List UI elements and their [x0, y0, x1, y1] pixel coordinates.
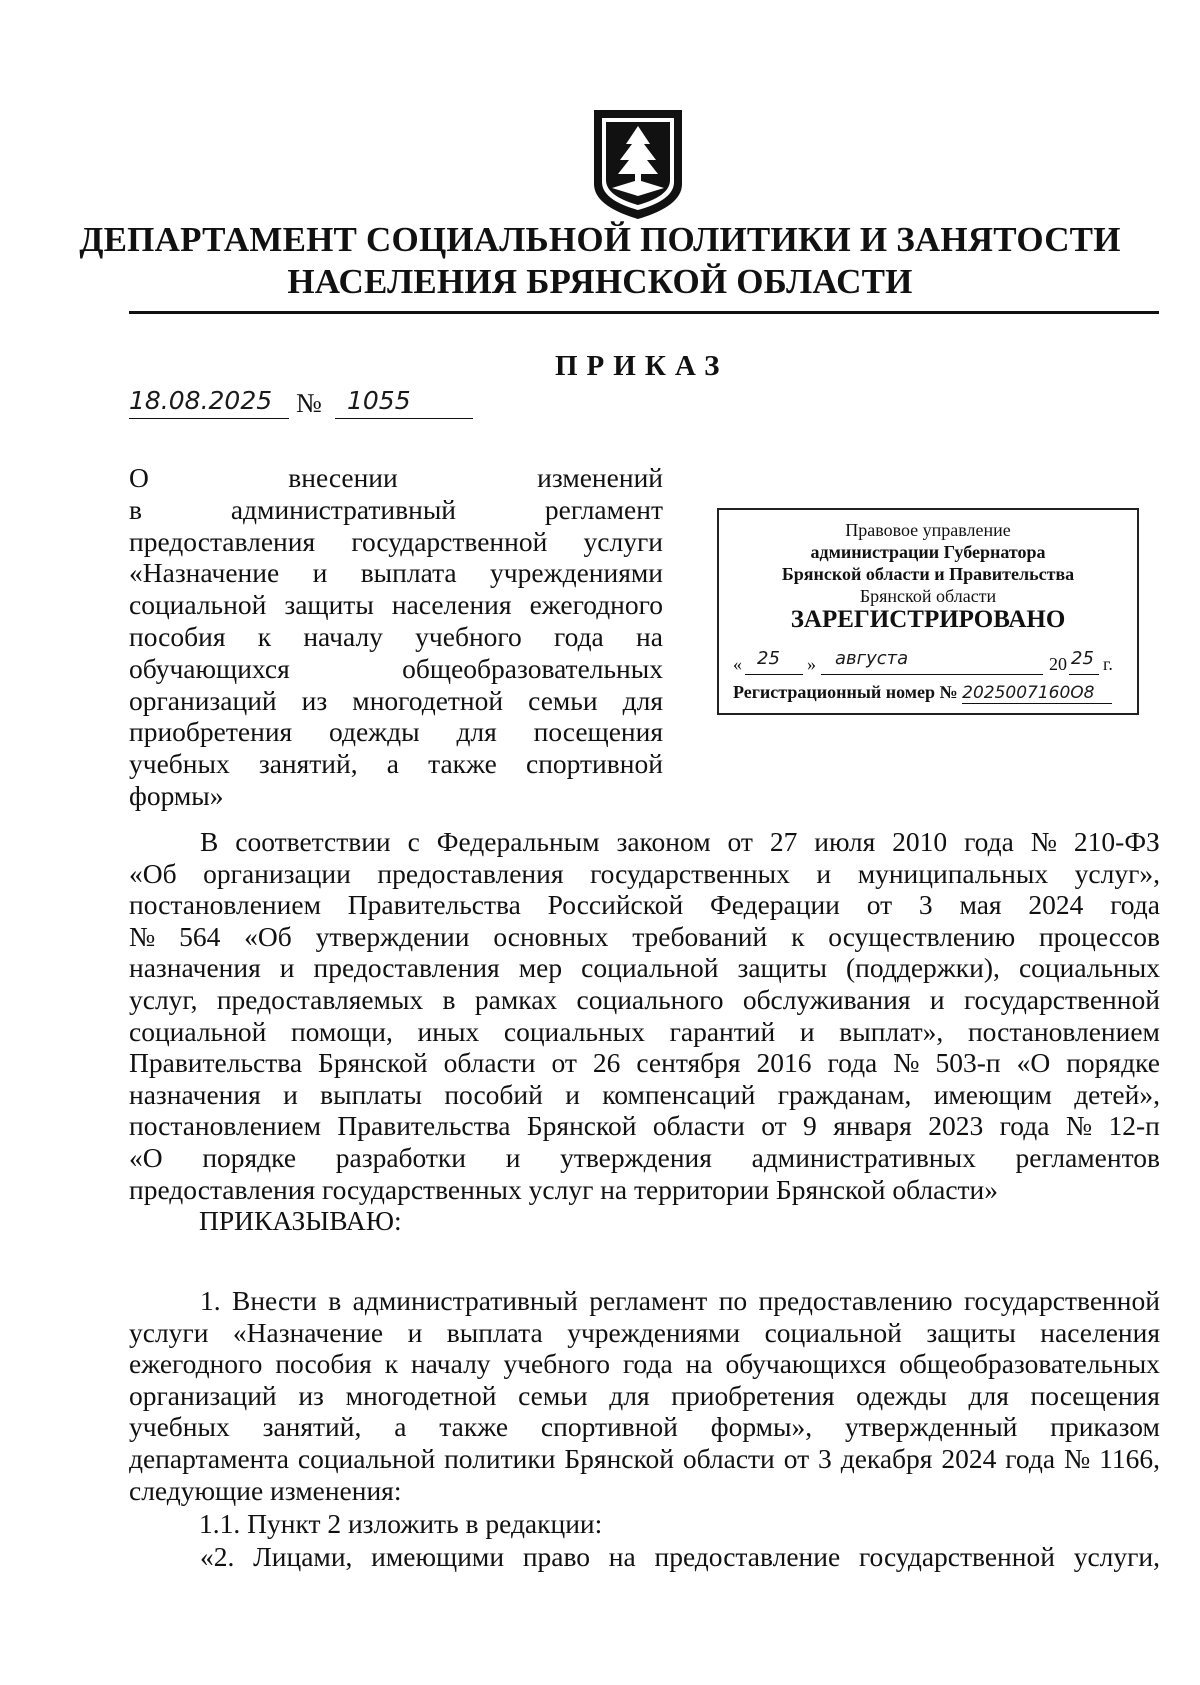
text-line: услуг, предоставляемых в рамках социального обслуживания и государственной: [129, 983, 1160, 1015]
text-line: Правительства Брянской области от 26 сентября 2016 года № 503-п «О порядке: [129, 1047, 1160, 1079]
stamp-line-4: Брянской области: [859, 586, 997, 606]
item-1-paragraph: [129, 1285, 1160, 1506]
subject-word: услуги: [583, 525, 663, 557]
subject-line: [129, 621, 663, 653]
subject-word: пособия: [129, 620, 226, 652]
subject-word: государственной: [351, 525, 548, 557]
registration-stamp: [717, 508, 1139, 715]
stamp-year-field: [1069, 648, 1099, 675]
subject-word: началу: [303, 620, 383, 652]
text-line: следующие изменения:: [129, 1474, 402, 1506]
subject-word: «Назначение: [129, 557, 280, 589]
subject-word: защиты: [284, 589, 374, 621]
stamp-month: августа: [835, 648, 909, 669]
order-title: ПРИКАЗ: [555, 350, 729, 382]
subject-word: ежегодного: [529, 589, 663, 621]
subject-word: посещения: [533, 716, 663, 748]
subject-word: выплата: [360, 557, 457, 589]
text-line: В соответствии с Федеральным законом от 27 июля 2010 года № 210-ФЗ: [200, 826, 1160, 857]
subject-word: регламент: [544, 493, 663, 525]
subject-word: изменений: [537, 462, 663, 493]
subject-line: [129, 748, 663, 780]
subject-line: [129, 557, 663, 589]
subject-word: обучающихся: [129, 652, 290, 684]
subject-line: [129, 462, 663, 494]
subject-word: и: [312, 557, 328, 589]
order-subject: [129, 462, 663, 812]
stamp-status: ЗАРЕГИСТРИРОВАНО: [790, 606, 1066, 633]
subject-word: учебного: [415, 620, 522, 652]
subject-word: О: [129, 462, 149, 493]
text-line: «Об организации предоставления государственных и муниципальных услуг»,: [129, 857, 1160, 889]
subject-word: предоставления: [129, 525, 316, 557]
subject-word: одежды: [329, 716, 420, 748]
subject-word: а: [386, 748, 399, 780]
text-line: постановлением Правительства Брянской области от 9 января 2023 года № 12-п: [129, 1110, 1160, 1142]
item-1-1: 1.1. Пункт 2 изложить в редакции:: [199, 1508, 603, 1539]
header-divider: [129, 311, 1159, 314]
subject-word: к: [257, 620, 272, 652]
subject-line: [129, 685, 663, 717]
subject-word: многодетной: [352, 684, 504, 716]
order-number-field: [335, 388, 473, 419]
department-name-line1: ДЕПАРТАМЕНТ СОЦИАЛЬНОЙ ПОЛИТИКИ И ЗАНЯТОСТИ: [79, 220, 1121, 259]
text-line: предоставления государственных услуг на территории Брянской области»: [129, 1173, 999, 1205]
preamble-paragraph: [129, 826, 1160, 1205]
text-line: назначения и выплаты пособий и компенсаций гражданам, имеющим детей»,: [129, 1078, 1160, 1110]
order-number: 1055: [347, 386, 411, 415]
quote-line: «2. Лицами, имеющими право на предоставление государственной услуги,: [200, 1541, 1160, 1572]
stamp-reg-label: Регистрационный номер №: [733, 682, 958, 702]
stamp-year-suffix: 25: [1071, 648, 1094, 669]
subject-word: семьи: [528, 684, 598, 716]
subject-word: спортивной: [525, 748, 663, 780]
text-line: 1. Внести в административный регламент по предоставлению государственной: [200, 1285, 1160, 1316]
subject-word: также: [428, 748, 497, 780]
subject-word: общеобразовательных: [402, 652, 663, 684]
subject-word: в: [129, 493, 142, 525]
subject-word: учреждениями: [490, 557, 663, 589]
subject-word: организаций: [129, 684, 277, 716]
subject-word: учебных: [129, 748, 230, 780]
subject-word: занятий,: [258, 748, 358, 780]
subject-line: [129, 716, 663, 748]
subject-line: [129, 494, 663, 526]
stamp-date-row: [733, 648, 1125, 676]
stamp-year-unit: г.: [1103, 654, 1113, 674]
subject-word: приобретения: [129, 716, 293, 748]
text-line: назначения и предоставления мер социальной защиты (поддержки), социальных: [129, 952, 1160, 984]
stamp-reg-number: 2025007160О8: [962, 683, 1112, 704]
stamp-line-3: Брянской области и Правительства: [781, 564, 1075, 584]
department-name-line2: НАСЕЛЕНИЯ БРЯНСКОЙ ОБЛАСТИ: [287, 262, 913, 301]
subject-line: [129, 780, 663, 812]
subject-line: [129, 526, 663, 558]
order-date: 18.08.2025: [129, 386, 273, 415]
order-date-field: [129, 388, 289, 419]
stamp-quote-open: «: [733, 654, 742, 674]
text-line: ежегодного пособия к началу учебного года на обучающихся общеобразовательных: [129, 1348, 1160, 1380]
text-line: постановлением Правительства Российской Федерации от 3 мая 2024 года: [129, 889, 1160, 921]
subject-word: для: [622, 684, 663, 716]
subject-word: административный: [230, 493, 457, 525]
stamp-month-field: [821, 648, 1043, 675]
text-line: «О порядке разработки и утверждения административных регламентов: [129, 1141, 1160, 1173]
subject-word: года: [554, 620, 604, 652]
stamp-day: 25: [757, 648, 780, 669]
subject-line: [129, 589, 663, 621]
subject-word: социальной: [129, 589, 267, 621]
text-line: услуги «Назначение и выплата учреждениями социальной защиты населения: [129, 1316, 1160, 1348]
text-line: учебных занятий, а также спортивной формы», утвержденный приказом: [129, 1411, 1160, 1443]
stamp-line-2: администрации Губернатора: [810, 542, 1046, 562]
stamp-quote-close: »: [807, 654, 816, 674]
subject-word: населения: [391, 589, 512, 621]
order-command: ПРИКАЗЫВАЮ:: [199, 1205, 402, 1236]
subject-word: на: [636, 620, 663, 652]
stamp-day-field: [745, 648, 803, 675]
subject-word: внесении: [288, 462, 398, 493]
stamp-reg-row: [733, 682, 1125, 708]
text-line: организаций из многодетной семьи для приобретения одежды для посещения: [129, 1379, 1160, 1411]
text-line: департамента социальной политики Брянской области от 3 декабря 2024 года № 1166,: [129, 1442, 1160, 1474]
stamp-line-1: Правовое управление: [845, 520, 1011, 540]
quote-paragraph: [129, 1541, 1160, 1573]
subject-word: формы»: [129, 779, 224, 811]
text-line: № 564 «Об утверждении основных требований к осуществлению процессов: [129, 920, 1160, 952]
coat-of-arms-emblem: [590, 106, 686, 222]
subject-word: из: [301, 684, 328, 716]
subject-line: [129, 653, 663, 685]
order-number-sign: №: [296, 388, 322, 418]
stamp-year-prefix: 20: [1049, 654, 1067, 674]
subject-word: для: [456, 716, 497, 748]
text-line: социальной помощи, иных социальных гарантий и выплат», постановлением: [129, 1015, 1160, 1047]
